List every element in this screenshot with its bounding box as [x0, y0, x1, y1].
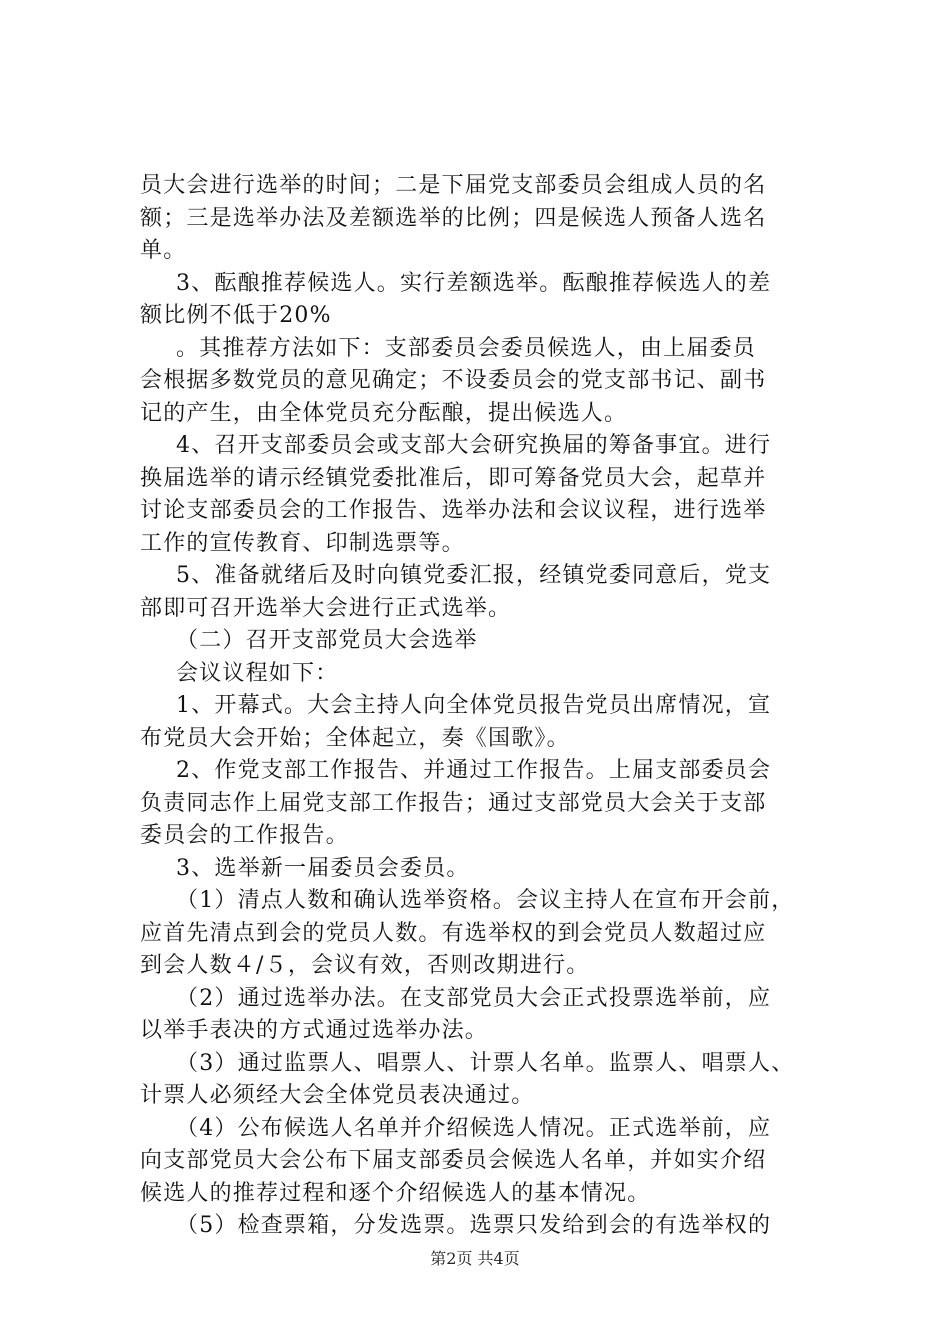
text-line: （2）通过选举办法。在支部党员大会正式投票选举前，应 [176, 985, 772, 1011]
text-line: 单。 [140, 238, 187, 263]
text-line: 计票人必须经大会全体党员表决通过。 [140, 1083, 535, 1108]
text-line: 会根据多数党员的意见确定；不设委员会的党支部书记、副书 [140, 368, 767, 393]
text-line: 2、作党支部工作报告、并通过工作报告。上届支部委员会 [176, 758, 772, 783]
text-line: 会议议程如下： [176, 660, 339, 686]
page-footer [0, 1246, 950, 1269]
text-line: 3、选举新一届委员会委员。 [176, 855, 470, 881]
text-line: 委员会的工作报告。 [140, 823, 349, 848]
text-line: 部即可召开选举大会进行正式选举。 [140, 595, 512, 621]
text-line: （4）公布候选人名单并介绍候选人情况。正式选举前，应 [176, 1115, 772, 1141]
text-line: （3）通过监票人、唱票人、计票人名单。监票人、唱票人、 [176, 1050, 795, 1076]
text-line: 向支部党员大会公布下届支部委员会候选人名单，并如实介绍 [140, 1148, 767, 1173]
text-line: 额；三是选举办法及差额选举的比例；四是候选人预备人选名 [140, 205, 767, 231]
text-line: 1、开幕式。大会主持人向全体党员报告党员出席情况，宣 [176, 693, 772, 718]
text-line: 布党员大会开始；全体起立，奏《国歌》。 [140, 725, 570, 751]
page-number-label: 第2页 共4页 [430, 1249, 520, 1268]
text-line: 3、酝酿推荐候选人。实行差额选举。酝酿推荐候选人的差 [176, 270, 772, 296]
text-line: 负责同志作上届党支部工作报告；通过支部党员大会关于支部 [140, 790, 767, 816]
text-line: 以举手表决的方式通过选举办法。 [140, 1018, 489, 1043]
document-body [140, 170, 830, 1243]
text-line: 5、准备就绪后及时向镇党委汇报，经镇党委同意后，党支 [176, 563, 772, 588]
text-line: 应首先清点到会的党员人数。有选举权的到会党员人数超过应 [140, 920, 767, 946]
text-line: 。其推荐方法如下：支部委员会委员候选人，由上届委员 [176, 335, 757, 361]
text-line: 工作的宣传教育、印制选票等。 [140, 530, 465, 556]
text-line: （二）召开支部党员大会选举 [176, 628, 478, 653]
text-line: 讨论支部委员会的工作报告、选举办法和会议议程，进行选举 [140, 498, 767, 523]
text-line: 额比例不低于20% [140, 303, 332, 328]
text-line: 候选人的推荐过程和逐个介绍候选人的基本情况。 [140, 1180, 651, 1206]
text-line: 到会人数４/５，会议有效，否则改期进行。 [140, 953, 590, 978]
text-line: 换届选举的请示经镇党委批准后，即可筹备党员大会，起草并 [140, 465, 767, 491]
text-line: （1）清点人数和确认选举资格。会议主持人在宣布开会前， [176, 888, 795, 913]
text-line: （5）检查票箱，分发选票。选票只发给到会的有选举权的 [176, 1213, 772, 1238]
text-line: 记的产生，由全体党员充分酝酿，提出候选人。 [140, 400, 628, 426]
text-line: 4、召开支部委员会或支部大会研究换届的筹备事宜。进行 [176, 433, 772, 458]
text-line: 员大会进行选举的时间；二是下届党支部委员会组成人员的名 [140, 173, 767, 198]
